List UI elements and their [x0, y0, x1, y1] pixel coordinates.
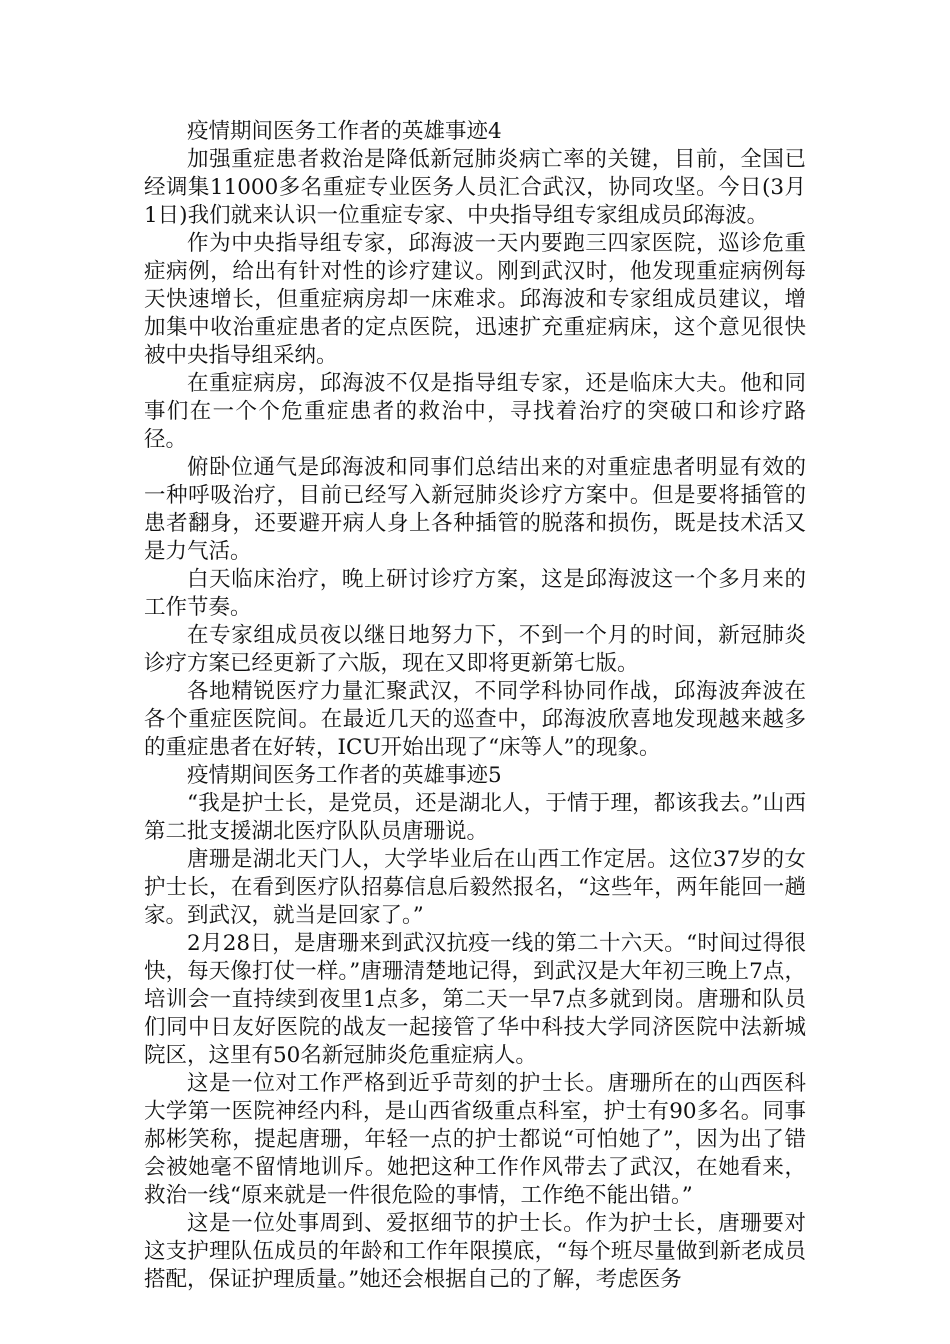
paragraph: 2月28日，是唐珊来到武汉抗疫一线的第二十六天。“时间过得很快，每天像打仗一样。”唐珊清楚地记得，到武汉是大年初三晚上7点，培训会一直持续到夜里1点多，第二天一早7点多就到岗。唐珊和队员们同中日友好医院的战友一起接管了华中科技大学同济医院中法新城院区，这里有50名新冠肺炎危重症病人。 [144, 931, 806, 1068]
paragraph: 这是一位对工作严格到近乎苛刻的护士长。唐珊所在的山西医科大学第一医院神经内科，是山西省级重点科室，护士有90多名。同事郝彬笑称，提起唐珊，年轻一点的护士都说“可怕她了”，因为出了错会被她毫不留情地训斥。她把这种工作作风带去了武汉，在她看来，救治一线“原来就是一件很危险的事情，工作绝不能出错。” [144, 1071, 806, 1208]
section-heading: 疫情期间医务工作者的英雄事迹4 [187, 119, 502, 144]
paragraph: 唐珊是湖北天门人，大学毕业后在山西工作定居。这位37岁的女护士长，在看到医疗队招募信息后毅然报名，“这些年，两年能回一趟家。到武汉，就当是回家了。” [144, 847, 806, 928]
paragraph: 在重症病房，邱海波不仅是指导组专家，还是临床大夫。他和同事们在一个个危重症患者的救治中，寻找着治疗的突破口和诊疗路径。 [144, 371, 806, 452]
paragraph: 加强重症患者救治是降低新冠肺炎病亡率的关键，目前，全国已经调集11000多名重症专业医务人员汇合武汉，协同攻坚。今日(3月1日)我们就来认识一位重症专家、中央指导组专家组成员邱海波。 [144, 147, 806, 228]
section-heading: 疫情期间医务工作者的英雄事迹5 [187, 763, 502, 788]
paragraph: 作为中央指导组专家，邱海波一天内要跑三四家医院，巡诊危重症病例，给出有针对性的诊疗建议。刚到武汉时，他发现重症病例每天快速增长，但重症病房却一床难求。邱海波和专家组成员建议，增加集中收治重症患者的定点医院，迅速扩充重症病床，这个意见很快被中央指导组采纳。 [144, 231, 806, 368]
paragraph: 这是一位处事周到、爱抠细节的护士长。作为护士长，唐珊要对这支护理队伍成员的年龄和工作年限摸底，“每个班尽量做到新老成员搭配，保证护理质量。”她还会根据自己的了解，考虑医务 [144, 1211, 806, 1292]
paragraph: 在专家组成员夜以继日地努力下，不到一个月的时间，新冠肺炎诊疗方案已经更新了六版，现在又即将更新第七版。 [144, 623, 806, 676]
paragraph: 俯卧位通气是邱海波和同事们总结出来的对重症患者明显有效的一种呼吸治疗，目前已经写入新冠肺炎诊疗方案中。但是要将插管的患者翻身，还要避开病人身上各种插管的脱落和损伤，既是技术活又是力气活。 [144, 455, 806, 564]
paragraph: 各地精锐医疗力量汇聚武汉，不同学科协同作战，邱海波奔波在各个重症医院间。在最近几天的巡查中，邱海波欣喜地发现越来越多的重症患者在好转，ICU开始出现了“床等人”的现象。 [144, 679, 806, 760]
paragraph: 白天临床治疗，晚上研讨诊疗方案，这是邱海波这一个多月来的工作节奏。 [144, 567, 806, 620]
document-page [144, 118, 806, 1294]
paragraph: “我是护士长，是党员，还是湖北人，于情于理，都该我去。”山西第二批支援湖北医疗队队员唐珊说。 [144, 791, 806, 844]
